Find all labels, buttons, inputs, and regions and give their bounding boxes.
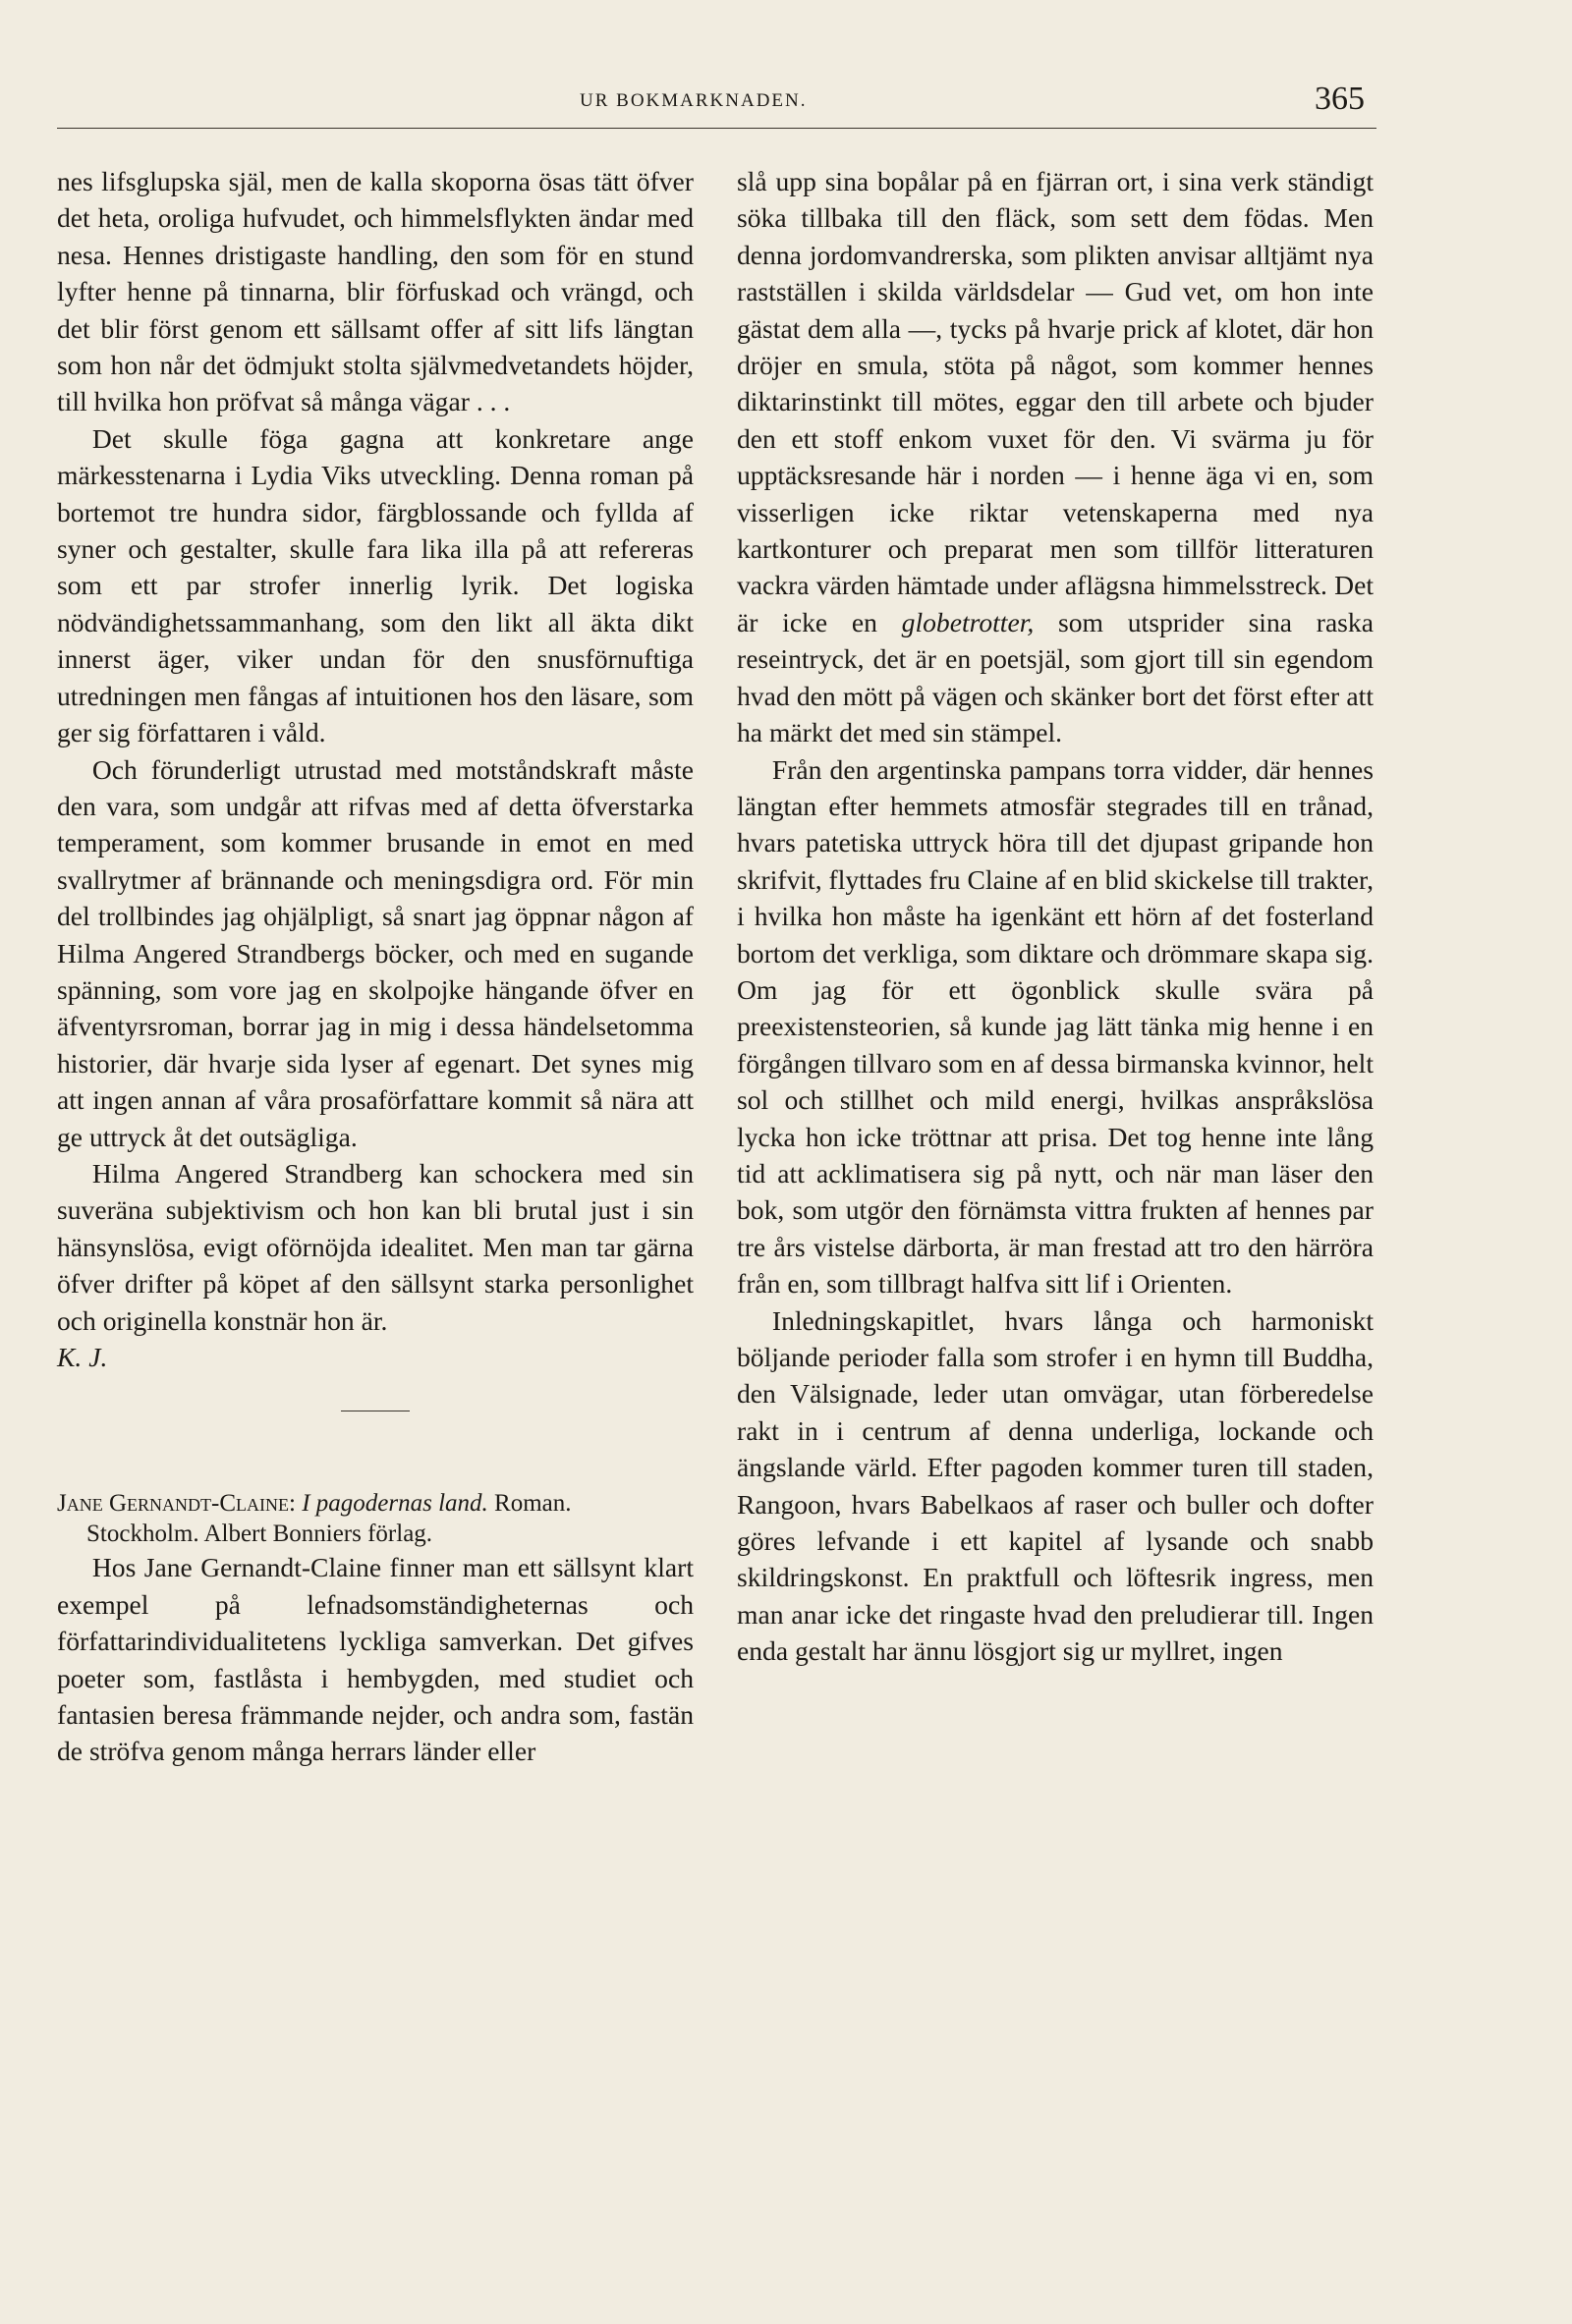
review-heading	[57, 1488, 694, 1549]
left-paragraph-3: Och förunderligt utrustad med motståndskraft måste den vara, som undgår att rifvas med af detta öfverstarka temperament, som kommer brusande in emot en med svallrytmer af brännande och meningsdigra ord. För min del trollbindes jag ohjälpligt, så snart jag öppnar någon af Hilma Angered Strandbergs böcker, och med en sugande spänning, som vore jag en skolpojke hängande öfver en äfventyrsroman, borrar jag in mig i dessa händelsetomma historier, där hvarje sida lyser af egenart. Det synes mig att ingen annan af våra prosaförfattare kommit så nära att ge uttryck åt det outsägliga.	[57, 753, 694, 1152]
right-column	[737, 163, 1374, 1670]
right-paragraph-1-part-b: som utsprider sina raska reseintryck, det är en poetsjäl, som gjort till sin egendom hvad den mött på vägen och skänker bort det först efter att ha märkt det med sin stämpel.	[737, 606, 1374, 748]
left-column	[57, 163, 694, 1770]
review-title: I pagodernas land.	[302, 1490, 488, 1518]
globetrotter-term: globetrotter,	[901, 606, 1035, 637]
left-paragraph-5: Hos Jane Gernandt-Claine finner man ett sällsynt klart exempel på lefnadsomständigheternas och författarindividualitetens lyckliga samverkan. Det gifves poeter som, fastlåsta i hembygden, med studiet och fantasien beresa främmande nejder, och andra som, fastän de ströfva genom många herrars länder eller	[57, 1552, 694, 1767]
running-head-title: UR BOKMARKNADEN.	[580, 90, 808, 111]
running-head	[0, 81, 1572, 126]
review-imprint: Stockholm. Albert Bonniers förlag.	[86, 1521, 433, 1548]
right-paragraph-3: Inledningskapitlet, hvars långa och harmoniskt böljande perioder falla som strofer i en hymn till Buddha, den Välsignade, leder utan omvägar, utan förberedelse rakt in i centrum af denna underliga, lockande och ängslande värld. Efter pagoden kommer turen till staden, Rangoon, hvars Babelkaos af raser och buller och dofter göres lefvande i ett kapitel af lysande och snabb skildringskonst. En praktfull och löftesrik ingress, men man anar icke det ringaste hvad den preludierar till. Ingen enda gestalt har ännu lösgjort sig ur myllret, ingen	[737, 1304, 1374, 1667]
right-paragraph-1	[737, 163, 1374, 751]
left-paragraph-2: Det skulle föga gagna att konkretare ange märkesstenarna i Lydia Viks utveckling. Denna roman på bortemot tre hundra sidor, färgblossande och fyllda af syner och gestalter, skulle fara lika illa på att refereras som ett par strofer innerlig lyrik. Det logiska nödvändighetssammanhang, som den likt all äkta dikt innerst äger, viker undan för den snusförnuftiga utredningen men fångas af intuitionen hos den läsare, som ger sig författaren i våld.	[57, 422, 694, 748]
right-paragraph-2: Från den argentinska pampans torra vidder, där hennes längtan efter hemmets atmosfär stegrades till en trånad, hvars patetiska uttryck höra till det djupast gripande hon skrifvit, flyttades fru Claine af en blid skickelse till trakter, i hvilka hon måste ha igenkänt ett hörn af det fosterland bortom det verkliga, som diktare och drömmare skapa sig. Om jag för ett ögonblick skulle svära på preexistensteorien, så kunde jag lätt tänka mig henne i en förgången tillvaro som en af dessa birmanska kvinnor, helt sol och stillhet och mild energi, hvilkas anspråkslösa lycka hon icke tröttnar att prisa. Det tog henne inte lång tid att acklimatisera sig på nytt, och när man läser den bok, som utgör den förnämsta vittra frukten af hennes par tre års vistelse därborta, är man frestad att tro den härröra från en, som tillbragt halfva sitt lif i Orienten.	[737, 753, 1374, 1300]
review-author: Jane Gernandt-Claine:	[57, 1490, 296, 1518]
header-rule	[57, 128, 1376, 129]
right-paragraph-1-part-a: slå upp sina bopålar på en fjärran ort, i sina verk ständigt söka tillbaka till den fläck, som sett dem födas. Men denna jordomvandrerska, som plikten anvisar alltjämt nya rastställen i skilda världsdelar — Gud vet, om hon inte gästat dem alla —, tycks på hvarje prick af klotet, där hon dröjer en smula, stöta på något, som kommer hennes diktarinstinkt till mötes, eggar den till arbete och bjuder den ett stoff enkom vuxet för den. Vi svärma ju för upptäcksresande här i norden — i henne äga vi en, som visserligen icke riktar vetenskaperna med nya kartkonturer och preparat men som tillför litteraturen vackra värden hämtade under aflägsna himmelsstreck. Det är icke en	[737, 166, 1374, 637]
page-number: 365	[1315, 81, 1365, 117]
left-paragraph-4: Hilma Angered Strandberg kan schockera med sin suveräna subjektivism och hon kan bli brutal just i sin hänsynslösa, evigt oförnöjda idealitet. Men man tar gärna öfver drifter på köpet af den sällsynt starka personlighet och originella konstnär hon är.	[57, 1157, 694, 1336]
review-genre: Roman.	[494, 1490, 572, 1518]
signature: K. J.	[57, 1342, 108, 1372]
left-paragraph-1: nes lifsglupska själ, men de kalla skoporna ösas tätt öfver det heta, oroliga hufvudet, och himmelsflykten ändar med nesa. Hennes dristigaste handling, den som för en stund lyfter henne på tinnarna, blir förfuskad och vrängd, och det blir först genom ett sällsamt offer af sitt lifs längtan som hon når det ödmjukt stolta självmedvetandets höjder, till hvilka hon pröfvat så många vägar . . .	[57, 166, 694, 417]
